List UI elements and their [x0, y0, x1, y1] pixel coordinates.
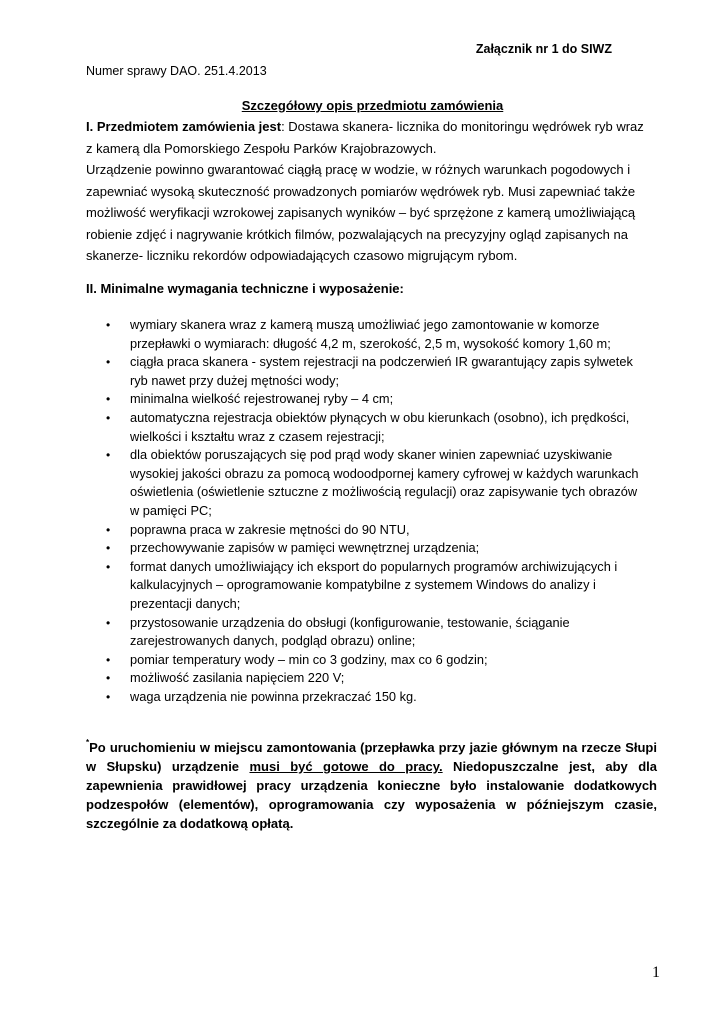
case-number: Numer sprawy DAO. 251.4.2013 — [86, 64, 267, 78]
bullet-icon: • — [106, 522, 111, 537]
list-item-text: minimalna wielkość rejestrowanej ryby – 4 cm; — [130, 391, 394, 407]
list-item — [86, 614, 646, 651]
bullet-icon: • — [106, 671, 111, 686]
section-1-text1: : Dostawa skanera- licznika do monitoringu wędrówek ryb wraz z kamerą dla Pomorskiego Zespołu Parków Krajobrazowych. — [86, 119, 644, 156]
list-item — [86, 390, 646, 409]
note-part1: Po uruchomieniu w miejscu zamontowania (przepławka przy jazie głównym na rzecze Słupi w Słupsku) urządzenie — [86, 740, 657, 774]
important-note — [86, 738, 657, 833]
requirements-list — [86, 316, 646, 706]
bullet-icon: • — [106, 559, 111, 574]
bullet-icon: • — [106, 392, 111, 407]
list-item-text: wymiary skanera wraz z kamerą muszą umożliwiać jego zamontowanie w komorze przepławki o wymiarach: długość 4,2 m, szerokość, 2,5 m, wysokość komory 1,60 m; — [130, 317, 611, 351]
list-item — [86, 446, 646, 520]
page-number: 1 — [652, 964, 660, 981]
list-item-text: automatyczna rejestracja obiektów płynących w obu kierunkach (osobno), ich prędkości, wielkości i kształtu wraz z czasem rejestracji; — [130, 409, 630, 444]
list-item — [86, 521, 646, 540]
note-underlined: musi być gotowe do pracy. — [249, 759, 443, 774]
footnote-marker: * — [86, 738, 90, 747]
annex-label: Załącznik nr 1 do SIWZ — [475, 42, 612, 56]
section-2-heading: II. Minimalne wymagania techniczne i wyposażenie: — [86, 281, 404, 296]
list-item — [86, 688, 646, 707]
list-item-text: przechowywanie zapisów w pamięci wewnętrznej urządzenia; — [130, 540, 480, 556]
section-1-lead: I. Przedmiotem zamówienia jest — [86, 119, 282, 134]
list-item-text: możliwość zasilania napięciem 220 V; — [130, 670, 345, 686]
list-item-text: pomiar temperatury wody – min co 3 godziny, max co 6 godzin; — [130, 651, 488, 667]
bullet-icon: • — [106, 410, 111, 425]
list-item — [86, 353, 646, 390]
list-item-text: dla obiektów poruszających się pod prąd wody skaner winien zapewniać uzyskiwanie wysokiej jakości obrazu za pomocą wodoodpornej kamery cyfrowej w każdych warunkach oświetlenia (oświetlenie sztuczne z możliwością regulacji) oraz zapisywanie tych obrazów w pamięci PC; — [130, 447, 639, 518]
note-part2: Niedopuszczalne jest, aby dla zapewnienia prawidłowej pracy urządzenia konieczne było instalowanie dodatkowych podzespołów (elementów), oprogramowania czy wyposażenia w późniejszym czasie, szczególnie za dodatkową opłatą. — [86, 759, 657, 831]
list-item-text: poprawna praca w zakresie mętności do 90 NTU, — [130, 521, 410, 537]
bullet-icon: • — [106, 355, 111, 370]
document-title: Szczegółowy opis przedmiotu zamówienia — [241, 98, 504, 113]
section-1-text2: Urządzenie powinno gwarantować ciągłą pracę w wodzie, w różnych warunkach pogodowych i zapewniać wysoką skuteczność prowadzonych pomiarów wędrówek ryb. Musi zapewniać także możliwość weryfikacji wzrokowej zapisanych wyników – być sprzężone z kamerą umożliwiającą robienie zdjęć i nagrywanie krótkich filmów, pozwalających na precyzyjny ogląd zapisanych na skanerze- liczniku rekordów odpowiadających czasowo migrującym rybom. — [86, 162, 636, 263]
list-item — [86, 558, 646, 614]
list-item-text: ciągła praca skanera - system rejestracji na podczerwień IR gwarantujący zapis sylwetek ryb nawet przy dużej mętności wody; — [130, 354, 633, 388]
list-item — [86, 651, 646, 670]
bullet-icon: • — [106, 615, 111, 630]
bullet-icon: • — [106, 541, 111, 556]
list-item-text: format danych umożliwiający ich eksport do popularnych programów archiwizujących i kalkulacyjnych – oprogramowanie kompatybilne z systemem Windows do analizy i prezentacji danych; — [130, 558, 618, 611]
section-1 — [86, 116, 646, 267]
bullet-icon: • — [106, 652, 111, 667]
bullet-icon: • — [106, 689, 111, 704]
list-item — [86, 409, 646, 446]
section-1-subject — [86, 116, 646, 159]
list-item-text: waga urządzenia nie powinna przekraczać 150 kg. — [130, 688, 417, 704]
list-item — [86, 669, 646, 688]
bullet-icon: • — [106, 448, 111, 463]
list-item-text: przystosowanie urządzenia do obsługi (konfigurowanie, testowanie, ściąganie zarejestrowanych danych, podgląd obrazu) online; — [130, 614, 570, 649]
bullet-icon: • — [106, 318, 111, 332]
list-item — [86, 539, 646, 558]
list-item — [86, 316, 646, 353]
